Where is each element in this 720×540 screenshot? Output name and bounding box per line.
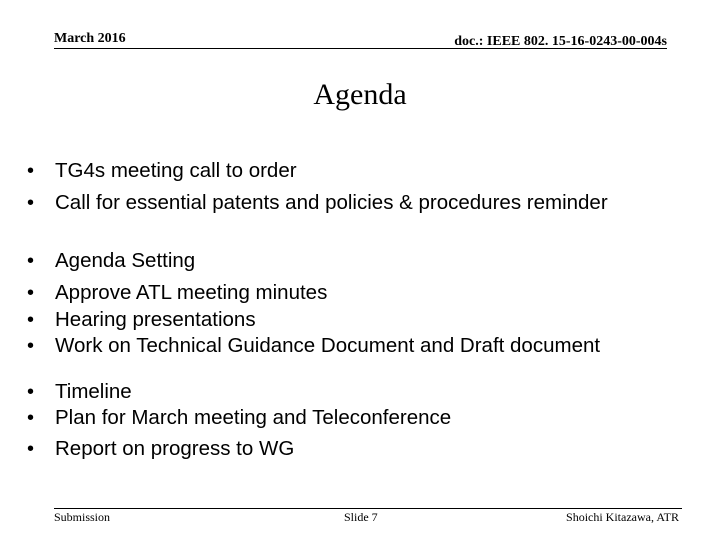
header-date: March 2016 — [54, 31, 126, 46]
agenda-item-text: Hearing presentations — [55, 308, 256, 331]
header-doc-id: doc.: IEEE 802. 15-16-0243-00-004s — [454, 34, 667, 49]
bullet-icon: • — [27, 160, 35, 182]
agenda-item-text: Report on progress to WG — [55, 437, 295, 460]
slide-title: Agenda — [313, 78, 407, 111]
header-divider — [54, 48, 667, 49]
agenda-item-text: Plan for March meeting and Teleconference — [55, 406, 452, 429]
footer-divider — [54, 508, 682, 509]
bullet-icon: • — [27, 250, 35, 272]
agenda-item-text: Approve ATL meeting minutes — [55, 281, 328, 304]
agenda-item-text: Timeline — [55, 380, 132, 403]
footer-author: Shoichi Kitazawa, ATR — [566, 510, 679, 524]
footer-submission: Submission — [54, 510, 111, 524]
bullet-icon: • — [27, 309, 35, 331]
bullet-icon: • — [27, 407, 35, 429]
agenda-item-text: Agenda Setting — [55, 249, 196, 272]
agenda-item-text: TG4s meeting call to order — [55, 159, 297, 182]
bullet-icon: • — [27, 282, 35, 304]
bullet-icon: • — [27, 192, 35, 214]
agenda-item-text: Work on Technical Guidance Document and Draft document — [55, 334, 601, 357]
bullet-icon: • — [27, 438, 35, 460]
bullet-icon: • — [27, 381, 35, 403]
bullet-icon: • — [27, 335, 35, 357]
footer-slide-number: Slide 7 — [344, 510, 378, 524]
agenda-item-text: Call for essential patents and policies & procedures reminder — [55, 191, 608, 214]
